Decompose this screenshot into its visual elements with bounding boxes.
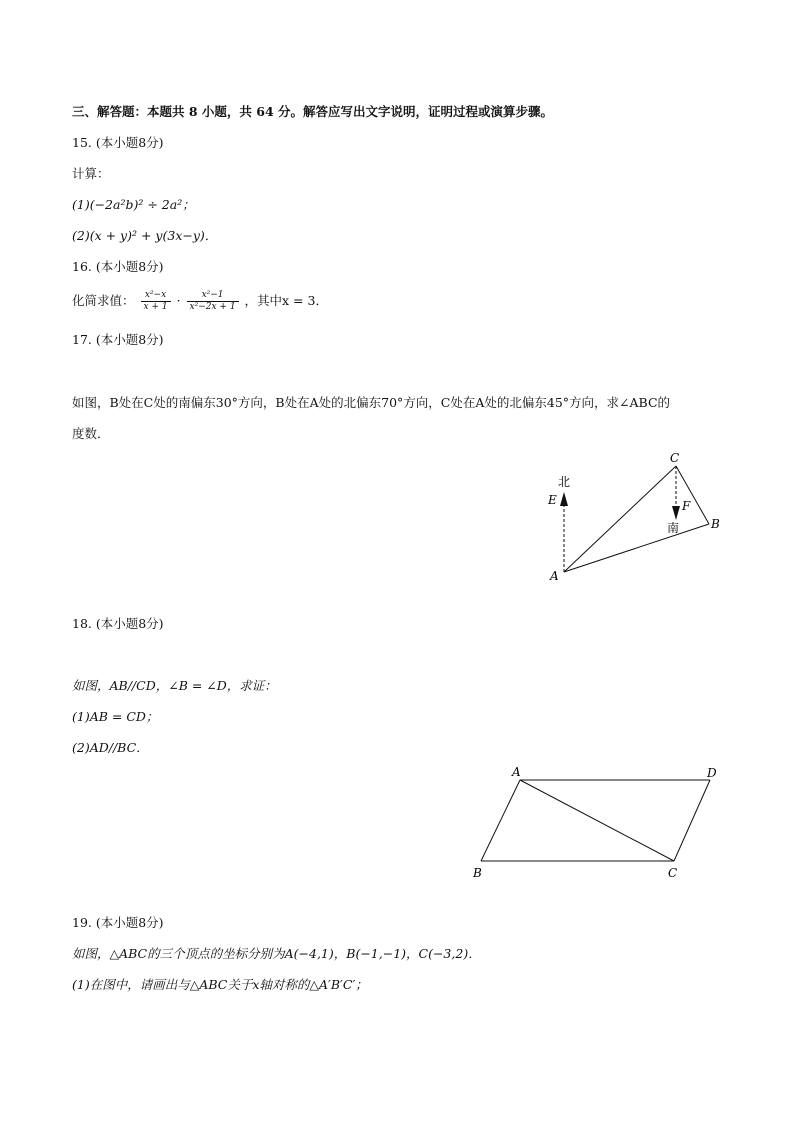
q19-text: 如图，△ABC的三个顶点的坐标分别为A(−4,1)，B(−1,−1)，C(−3,2)．: [72, 946, 481, 961]
q16-fraction-2-denominator: x²−2x + 1: [189, 302, 236, 312]
q17-label-E: E: [548, 493, 557, 507]
q17-label-north: 北: [558, 475, 571, 489]
q19-header: 19. (本小题8分): [72, 915, 164, 930]
q16-prefix: 化简求值：: [72, 293, 135, 308]
q18-header: 18. (本小题8分): [72, 616, 164, 631]
q18-figure: [465, 762, 725, 882]
q17-header: 17. (本小题8分): [72, 332, 164, 347]
q15-intro: 计算：: [72, 166, 110, 181]
q15-part1: (1)(−2a²b)² ÷ 2a²；: [72, 197, 195, 212]
q17-segment-CB: [676, 466, 709, 524]
q16-suffix: ，其中x = 3．: [244, 293, 328, 308]
q17-north-arrowhead: [560, 492, 568, 506]
q16-fraction-1-numerator: x²−x: [141, 290, 171, 302]
q17-label-F: F: [682, 499, 691, 513]
q16-fraction-1-denominator: x + 1: [143, 302, 168, 312]
q17-label-B: B: [711, 517, 720, 531]
q18-label-A: A: [512, 765, 521, 779]
q17-text-line2: 度数．: [72, 426, 110, 441]
q18-part1: (1)AB = CD；: [72, 709, 159, 724]
q17-figure: [540, 448, 730, 588]
q18-text: 如图，AB//CD，∠B = ∠D，求证：: [72, 678, 277, 693]
section-heading: 三、解答题：本题共 8 小题，共 64 分。解答应写出文字说明，证明过程或演算步骤。: [72, 104, 554, 119]
q18-segment-AB: [481, 780, 520, 861]
q17-segment-AC: [564, 466, 676, 572]
q16-header: 16. (本小题8分): [72, 259, 164, 274]
q17-label-south: 南: [667, 521, 680, 535]
q19-part1: (1)在图中，请画出与△ABC关于x轴对称的△A′B′C′；: [72, 977, 368, 992]
q16-fraction-2-numerator: x²−1: [187, 290, 239, 302]
q17-label-C: C: [670, 451, 680, 465]
q15-part2: (2)(x + y)² + y(3x−y)．: [72, 228, 218, 243]
q16-expression: [72, 289, 328, 313]
q18-label-D: D: [707, 766, 717, 780]
q17-segment-AB: [564, 524, 709, 572]
q16-fraction-2: [187, 290, 239, 313]
q15-header: 15. (本小题8分): [72, 135, 164, 150]
q18-segment-DC: [674, 780, 710, 861]
q18-label-B: B: [473, 866, 482, 880]
q17-label-A: A: [550, 569, 559, 583]
q18-segment-AC: [520, 780, 674, 861]
q18-label-C: C: [668, 866, 678, 880]
q16-fraction-1: [141, 290, 171, 313]
q18-part2: (2)AD//BC．: [72, 740, 149, 755]
q17-south-arrowhead: [672, 506, 680, 520]
q16-dot: ·: [176, 293, 181, 308]
q17-text-line1: 如图，B处在C处的南偏东30°方向，B处在A处的北偏东70°方向，C处在A处的北偏东45°方向，求∠ABC的: [72, 395, 671, 410]
